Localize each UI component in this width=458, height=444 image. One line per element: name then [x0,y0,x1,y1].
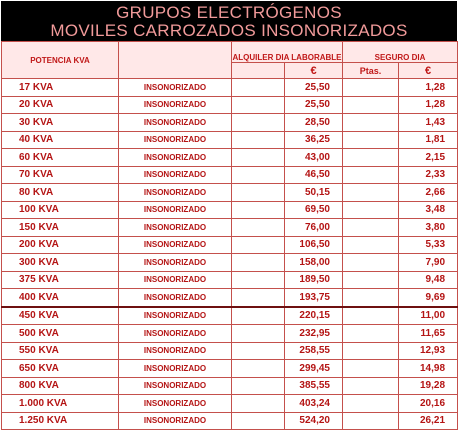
cell-ptas [343,219,399,237]
header-alquiler-blank [232,63,285,79]
cell-alquiler-euro: 106,50 [285,236,343,254]
cell-ptas [343,184,399,202]
cell-tipo: INSONORIZADO [119,219,232,237]
table-row [2,412,458,430]
cell-tipo: INSONORIZADO [119,254,232,272]
cell-seguro-euro: 2,66 [399,184,458,202]
cell-seguro-euro: 11,65 [399,325,458,343]
cell-blank [232,342,285,360]
cell-potencia: 800 KVA [2,377,119,395]
cell-alquiler-euro: 50,15 [285,184,343,202]
header-seguro: SEGURO DIA [343,42,458,63]
cell-alquiler-euro: 69,50 [285,201,343,219]
cell-tipo: INSONORIZADO [119,114,232,132]
cell-ptas [343,307,399,325]
cell-tipo: INSONORIZADO [119,236,232,254]
cell-blank [232,79,285,97]
table-row [2,342,458,360]
header-ptas: Ptas. [343,63,399,79]
cell-potencia: 300 KVA [2,254,119,272]
cell-tipo: INSONORIZADO [119,166,232,184]
cell-tipo: INSONORIZADO [119,360,232,378]
cell-blank [232,254,285,272]
cell-seguro-euro: 1,28 [399,79,458,97]
cell-blank [232,412,285,430]
cell-potencia: 60 KVA [2,149,119,167]
cell-ptas [343,342,399,360]
cell-blank [232,131,285,149]
cell-blank [232,236,285,254]
cell-tipo: INSONORIZADO [119,412,232,430]
table-row [2,166,458,184]
cell-potencia: 650 KVA [2,360,119,378]
cell-alquiler-euro: 46,50 [285,166,343,184]
cell-alquiler-euro: 36,25 [285,131,343,149]
cell-alquiler-euro: 189,50 [285,271,343,289]
cell-ptas [343,201,399,219]
cell-tipo: INSONORIZADO [119,271,232,289]
cell-seguro-euro: 2,15 [399,149,458,167]
header-potencia: POTENCIA KVA [2,42,119,79]
cell-tipo: INSONORIZADO [119,184,232,202]
cell-blank [232,219,285,237]
cell-potencia: 500 KVA [2,325,119,343]
cell-alquiler-euro: 403,24 [285,395,343,413]
cell-alquiler-euro: 385,55 [285,377,343,395]
cell-potencia: 550 KVA [2,342,119,360]
cell-potencia: 450 KVA [2,307,119,325]
cell-ptas [343,360,399,378]
cell-tipo: INSONORIZADO [119,342,232,360]
cell-tipo: INSONORIZADO [119,307,232,325]
table-row [2,236,458,254]
cell-ptas [343,166,399,184]
header-seguro-euro: € [399,63,458,79]
cell-ptas [343,289,399,307]
table-row [2,201,458,219]
cell-tipo: INSONORIZADO [119,79,232,97]
cell-ptas [343,377,399,395]
header-row-top [2,42,458,63]
title-line-1: GRUPOS ELECTRÓGENOS [116,3,342,22]
cell-blank [232,395,285,413]
header-alquiler: ALQUILER DIA LABORABLE [232,42,343,63]
cell-blank [232,114,285,132]
table-row [2,219,458,237]
cell-potencia: 150 KVA [2,219,119,237]
table-row [2,271,458,289]
table-row [2,395,458,413]
cell-seguro-euro: 9,48 [399,271,458,289]
cell-ptas [343,271,399,289]
cell-seguro-euro: 26,21 [399,412,458,430]
cell-potencia: 200 KVA [2,236,119,254]
table-row [2,360,458,378]
cell-seguro-euro: 12,93 [399,342,458,360]
cell-tipo: INSONORIZADO [119,325,232,343]
table-row [2,114,458,132]
cell-blank [232,360,285,378]
cell-tipo: INSONORIZADO [119,96,232,114]
cell-potencia: 1.250 KVA [2,412,119,430]
cell-alquiler-euro: 232,95 [285,325,343,343]
cell-alquiler-euro: 220,15 [285,307,343,325]
cell-alquiler-euro: 25,50 [285,96,343,114]
cell-potencia: 100 KVA [2,201,119,219]
cell-seguro-euro: 1,81 [399,131,458,149]
cell-potencia: 80 KVA [2,184,119,202]
cell-potencia: 30 KVA [2,114,119,132]
cell-blank [232,149,285,167]
cell-ptas [343,395,399,413]
cell-ptas [343,149,399,167]
cell-tipo: INSONORIZADO [119,131,232,149]
cell-alquiler-euro: 524,20 [285,412,343,430]
cell-blank [232,271,285,289]
cell-seguro-euro: 19,28 [399,377,458,395]
cell-tipo: INSONORIZADO [119,149,232,167]
header-alquiler-euro: € [285,63,343,79]
cell-alquiler-euro: 193,75 [285,289,343,307]
price-table [1,41,458,430]
table-row [2,184,458,202]
cell-alquiler-euro: 43,00 [285,149,343,167]
title-banner [1,1,457,41]
cell-ptas [343,254,399,272]
cell-ptas [343,114,399,132]
cell-potencia: 17 KVA [2,79,119,97]
cell-alquiler-euro: 299,45 [285,360,343,378]
cell-seguro-euro: 1,28 [399,96,458,114]
cell-blank [232,201,285,219]
cell-ptas [343,325,399,343]
table-row [2,289,458,307]
cell-tipo: INSONORIZADO [119,201,232,219]
cell-potencia: 40 KVA [2,131,119,149]
cell-ptas [343,131,399,149]
cell-ptas [343,79,399,97]
cell-seguro-euro: 7,90 [399,254,458,272]
cell-seguro-euro: 11,00 [399,307,458,325]
table-row [2,377,458,395]
cell-blank [232,166,285,184]
table-row [2,79,458,97]
cell-potencia: 1.000 KVA [2,395,119,413]
cell-potencia: 400 KVA [2,289,119,307]
cell-alquiler-euro: 158,00 [285,254,343,272]
table-row [2,149,458,167]
cell-blank [232,289,285,307]
cell-ptas [343,236,399,254]
cell-potencia: 375 KVA [2,271,119,289]
cell-ptas [343,412,399,430]
table-row [2,254,458,272]
table-row [2,96,458,114]
cell-alquiler-euro: 25,50 [285,79,343,97]
cell-alquiler-euro: 258,55 [285,342,343,360]
cell-seguro-euro: 14,98 [399,360,458,378]
cell-seguro-euro: 3,80 [399,219,458,237]
cell-seguro-euro: 2,33 [399,166,458,184]
cell-tipo: INSONORIZADO [119,289,232,307]
cell-tipo: INSONORIZADO [119,395,232,413]
title-line-2: MOVILES CARROZADOS INSONORIZADOS [50,21,408,40]
cell-blank [232,377,285,395]
cell-blank [232,96,285,114]
table-row [2,131,458,149]
cell-potencia: 70 KVA [2,166,119,184]
cell-ptas [343,96,399,114]
price-sheet [1,1,457,442]
cell-alquiler-euro: 76,00 [285,219,343,237]
cell-seguro-euro: 3,48 [399,201,458,219]
cell-seguro-euro: 1,43 [399,114,458,132]
header-tipo-blank [119,42,232,79]
cell-seguro-euro: 9,69 [399,289,458,307]
cell-potencia: 20 KVA [2,96,119,114]
cell-seguro-euro: 20,16 [399,395,458,413]
cell-blank [232,325,285,343]
cell-blank [232,307,285,325]
cell-blank [232,184,285,202]
table-row [2,325,458,343]
table-row [2,307,458,325]
cell-alquiler-euro: 28,50 [285,114,343,132]
cell-tipo: INSONORIZADO [119,377,232,395]
cell-seguro-euro: 5,33 [399,236,458,254]
